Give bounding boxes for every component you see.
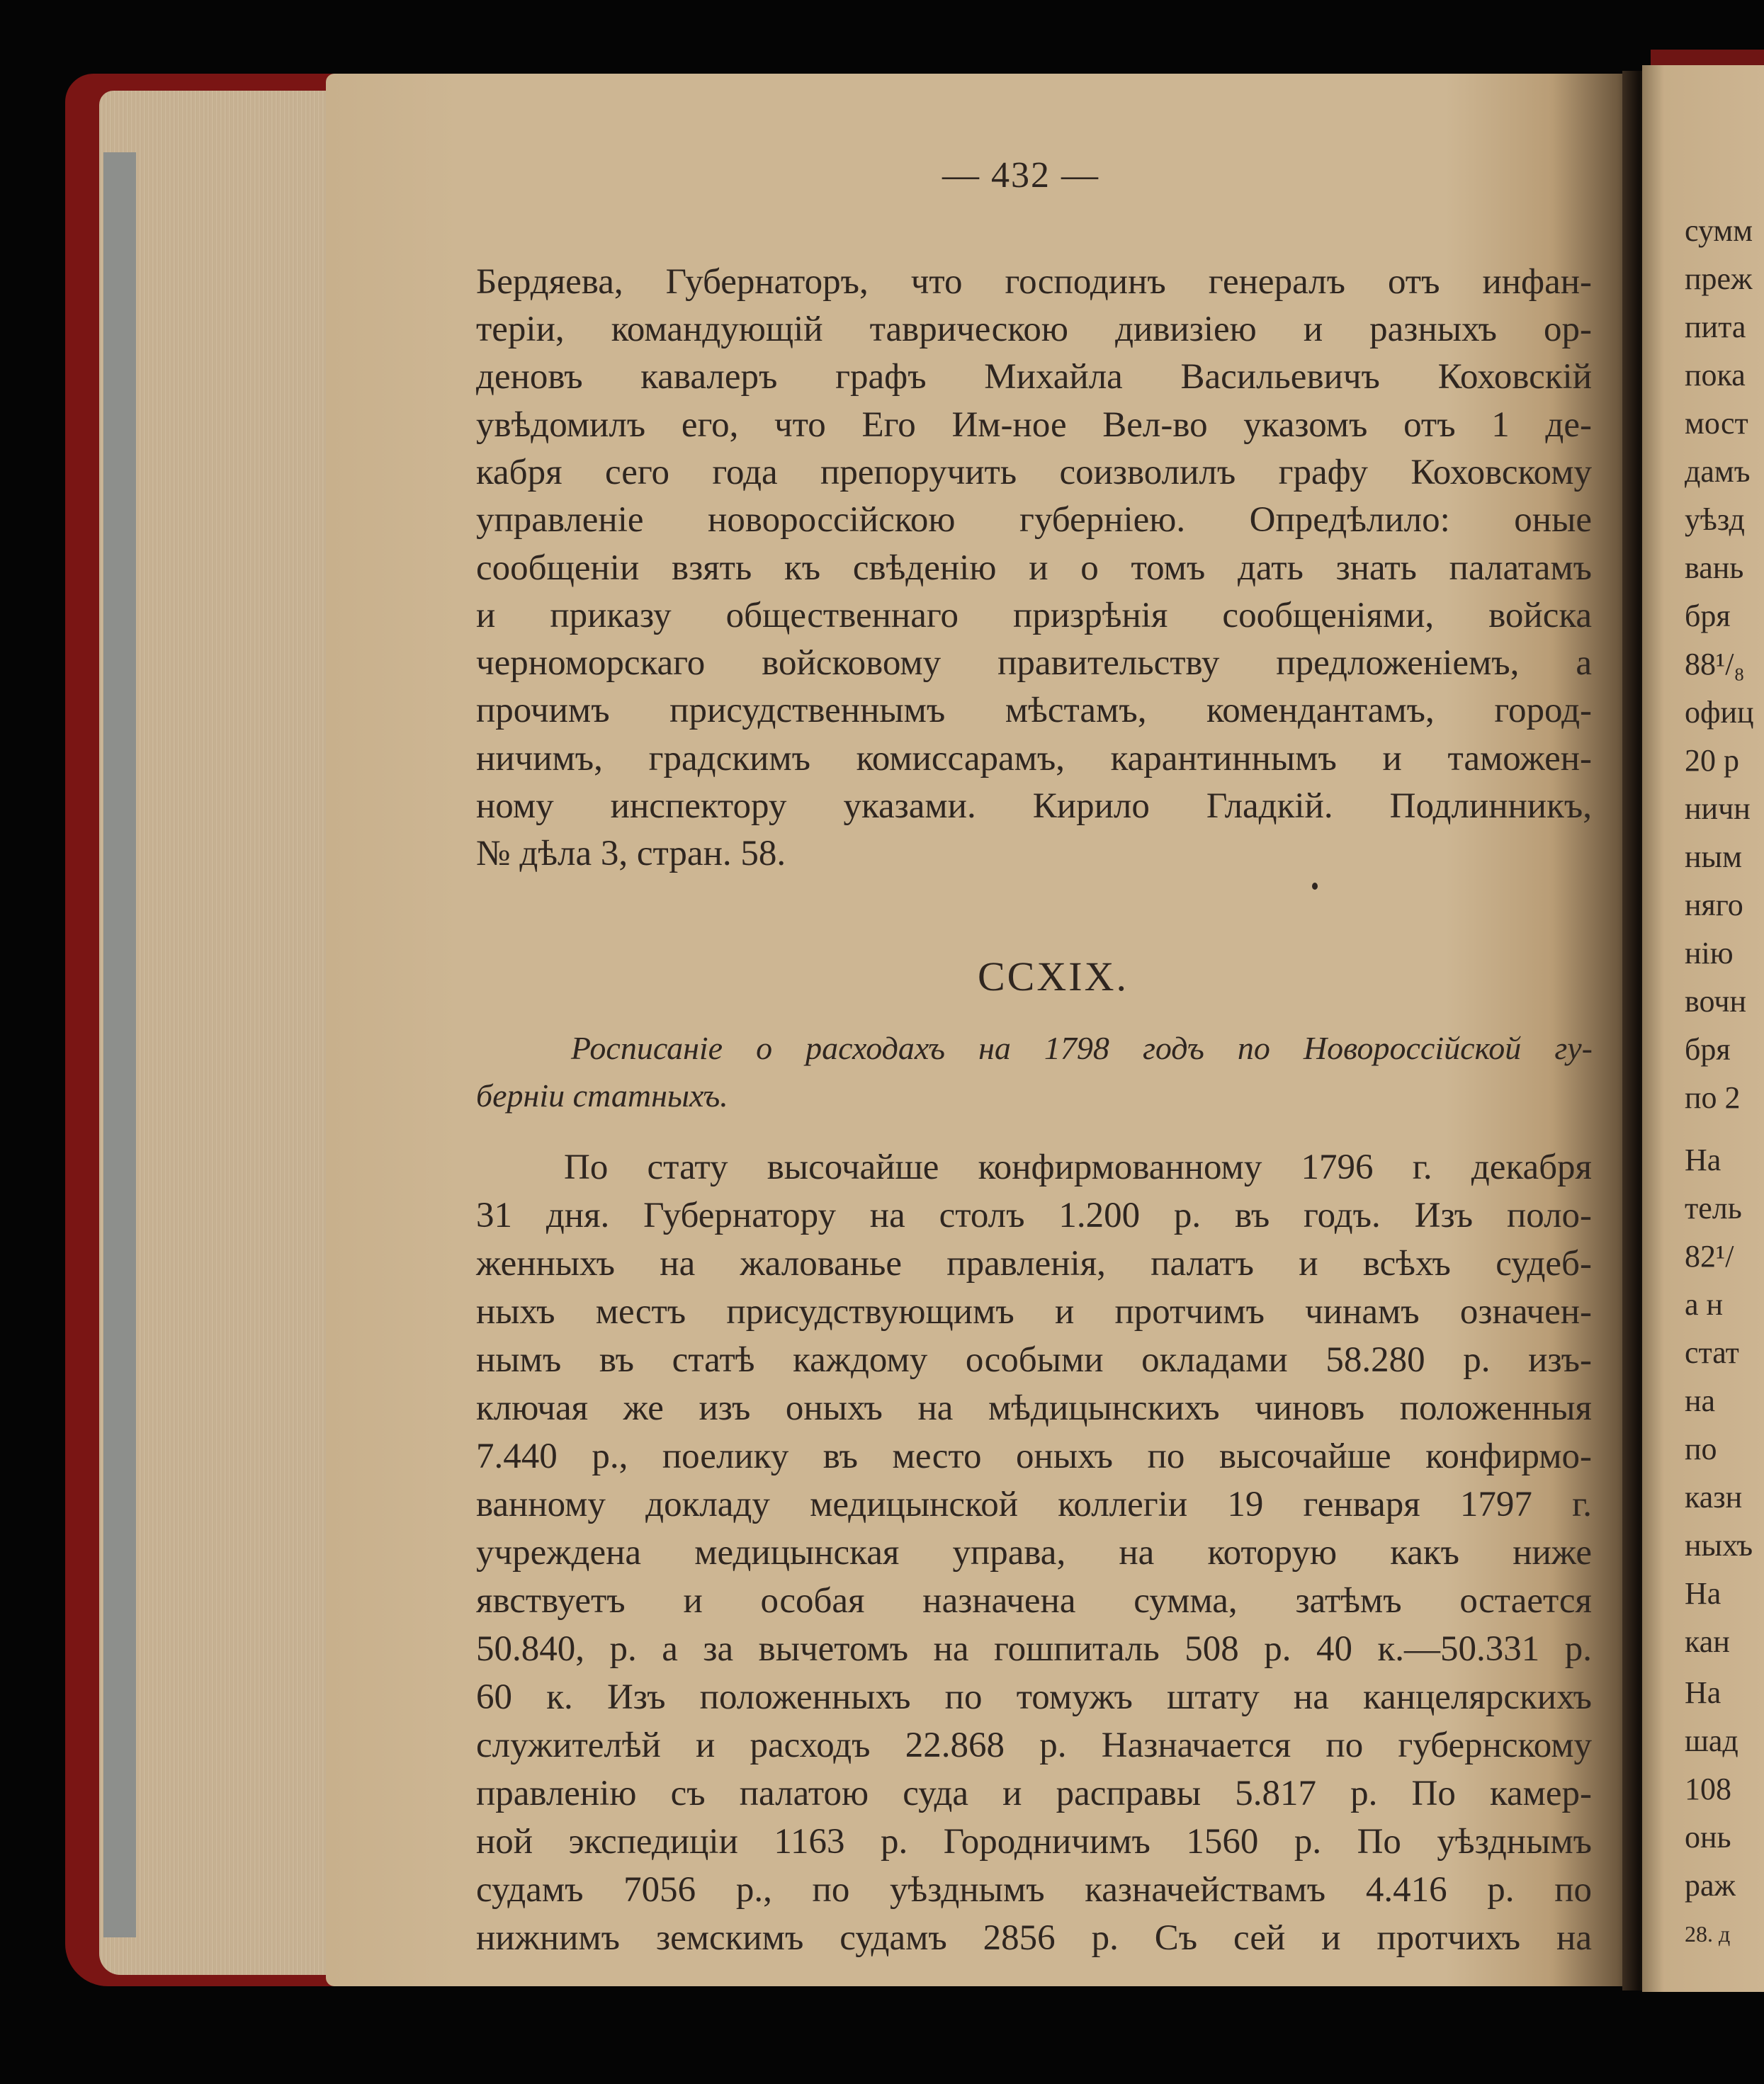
text-line: ныхъ местъ присудствующимъ и протчимъ чинамъ означен- [476, 1292, 1592, 1332]
text-line: правленію съ палатою суда и расправы 5.817 р. По камер- [476, 1774, 1592, 1813]
right-page-fragment: уѣзд [1685, 502, 1745, 537]
text-line: судамъ 7056 р., по уѣзднымъ казначействамъ 4.416 р. по [476, 1870, 1592, 1910]
right-page-fragment: вань [1685, 550, 1744, 585]
right-page-fragment: 88¹/₈ [1685, 647, 1745, 681]
right-page-fragment: по [1685, 1432, 1717, 1466]
right-page-fragment: пита [1685, 310, 1746, 344]
page-number: — 432 — [942, 155, 1099, 196]
text-line: женныхъ на жалованье правленія, палатъ и всѣхъ судеб- [476, 1244, 1592, 1284]
text-line: нымъ въ статѣ каждому особыми окладами 58.280 р. изъ- [476, 1340, 1592, 1380]
text-line: ному инспектору указами. Кирило Гладкій. Подлинникъ, [476, 786, 1592, 826]
text-line: 50.840, р. а за вычетомъ на гошпиталь 508 р. 40 к.—50.331 р. [476, 1629, 1592, 1669]
right-page-fragment: а н [1685, 1287, 1724, 1322]
right-page-fragment: 28. д [1685, 1921, 1731, 1947]
text-line: управленіе новороссійскою губерніею. Опредѣлило: оные [476, 500, 1592, 540]
text-line: явствуетъ и особая назначена сумма, затѣмъ остается [476, 1581, 1592, 1621]
text-line: сообщеніи взять къ свѣденію и о томъ дать знать палатамъ [476, 548, 1592, 588]
right-page-fragment: по 2 [1685, 1080, 1741, 1115]
right-page-fragment: няго [1685, 888, 1743, 922]
right-page-fragment: 108 [1685, 1772, 1731, 1806]
right-page-fragment: ничн [1685, 791, 1751, 826]
right-page-fragment: На [1685, 1143, 1721, 1177]
right-page-fragment: нію [1685, 936, 1734, 970]
text-line: ной экспедиціи 1163 р. Городничимъ 1560 р. По уѣзднымъ [476, 1822, 1592, 1862]
right-page-fragment: онь [1685, 1820, 1731, 1854]
right-page-fragment: 82¹/ [1685, 1239, 1734, 1274]
right-page-fragment: ныхъ [1685, 1528, 1753, 1563]
right-page-fragment: бря [1685, 599, 1731, 633]
right-page-fragment: тель [1685, 1191, 1742, 1225]
right-page-fragment: 20 р [1685, 743, 1739, 778]
text-line: ванному докладу медицынской коллегіи 19 генваря 1797 г. [476, 1485, 1592, 1524]
text-line: увѣдомилъ его, что Его Им-ное Вел-во указомъ отъ 1 де- [476, 405, 1592, 445]
text-line: 60 к. Изъ положенныхъ по томужъ штату на канцелярскихъ [476, 1677, 1592, 1717]
text-line: ничимъ, градскимъ комиссарамъ, карантиннымъ и таможен- [476, 739, 1592, 778]
text-line: прочимъ присудственнымъ мѣстамъ, комендантамъ, город- [476, 691, 1592, 730]
text-line: Бердяева, Губернаторъ, что господинъ генералъ отъ инфан- [476, 262, 1592, 302]
right-page-fragment: стат [1685, 1335, 1739, 1370]
right-page-fragment: вочн [1685, 984, 1747, 1019]
text-line: № дѣла 3, стран. 58. [476, 834, 786, 873]
right-page-fragment: на [1685, 1383, 1716, 1418]
right-page-fragment: сумм [1685, 213, 1753, 248]
text-line: и приказу общественнаго призрѣнія сообщеніями, войска [476, 596, 1592, 635]
right-page-fragment: преж [1685, 261, 1753, 296]
section-title-line: Росписаніе о расходахъ на 1798 годъ по Новороссійской гу- [571, 1030, 1593, 1066]
right-page-fragment: кан [1685, 1624, 1730, 1659]
text-line: ключая же изъ оныхъ на мѣдицынскихъ чиновъ положенныя [476, 1388, 1592, 1428]
text-line: 7.440 р., поелику въ место оныхъ по высочайше конфирмо- [476, 1437, 1592, 1476]
right-page-fragment: казн [1685, 1480, 1743, 1514]
right-page-fragment: шад [1685, 1723, 1738, 1758]
right-page-fragment: мост [1685, 406, 1748, 441]
right-page-fragment: ным [1685, 839, 1742, 874]
text-line: нижнимъ земскимъ судамъ 2856 р. Съ сей и протчихъ на [476, 1918, 1592, 1958]
text-line: 31 дня. Губернатору на столъ 1.200 р. въ годъ. Изъ поло- [476, 1196, 1592, 1235]
right-page-fragment: На [1685, 1576, 1721, 1611]
section-title-line: берніи статныхъ. [476, 1077, 728, 1114]
right-page-fragment: пока [1685, 358, 1746, 392]
text-line: учреждена медицынская управа, на которую какъ ниже [476, 1533, 1592, 1573]
text-line: черноморскаго войсковому правительству предложеніемъ, а [476, 643, 1592, 683]
ink-mark [1312, 883, 1318, 890]
right-page-fragment: раж [1685, 1868, 1736, 1903]
text-line: По стату высочайше конфирмованному 1796 г. декабря [564, 1148, 1592, 1187]
right-page-fragment: На [1685, 1675, 1721, 1710]
text-line: кабря сего года препоручить соизволилъ графу Коховскому [476, 453, 1592, 492]
page-block-grey-band [103, 152, 136, 1937]
text-line: деновъ кавалеръ графъ Михайла Васильевичъ Коховскій [476, 357, 1592, 397]
right-page-fragment: дамъ [1685, 454, 1751, 489]
text-line: служителѣй и расходъ 22.868 р. Назначается по губернскому [476, 1726, 1592, 1765]
section-heading: CCXIX. [978, 953, 1129, 999]
text-line: теріи, командующій таврическою дивизіею и разныхъ ор- [476, 310, 1592, 349]
right-page-fragment: бря [1685, 1032, 1731, 1067]
right-page-fragment: офиц [1685, 695, 1754, 730]
